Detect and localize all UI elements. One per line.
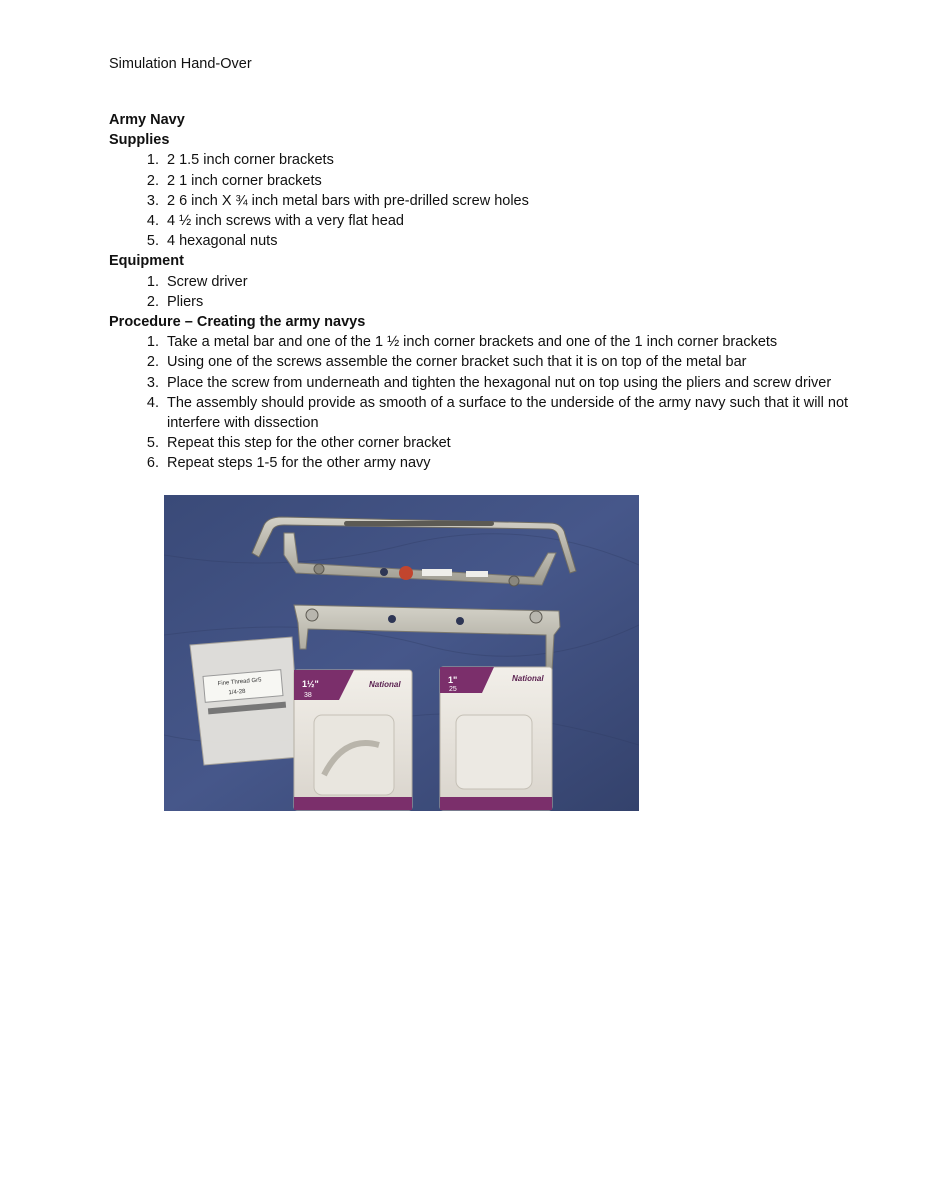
list-item: 1. Take a metal bar and one of the 1 ½ inch corner brackets and one of the 1 inch corner brackets — [163, 332, 849, 352]
list-item: 5. Repeat this step for the other corner bracket — [163, 433, 849, 453]
list-item: 2. Pliers — [163, 292, 849, 312]
list-item: 3. Place the screw from underneath and tighten the hexagonal nut on top using the pliers and screw driver — [163, 373, 849, 393]
list-item: 6. Repeat steps 1-5 for the other army navy — [163, 453, 849, 473]
hex-nut-bag — [190, 637, 300, 765]
document-body — [109, 110, 849, 474]
nut-label-text: Fine Thread Gr5 — [217, 677, 262, 688]
list-item: 2. Using one of the screws assemble the corner bracket such that it is on top of the metal bar — [163, 352, 849, 372]
supplies-heading: Supplies — [109, 132, 170, 149]
package-1-size-label: 1½" — [302, 679, 319, 689]
package-2-brand: National — [512, 674, 544, 683]
corner-bracket-package-2 — [440, 667, 552, 810]
list-item: 4. 4 ½ inch screws with a very flat head — [163, 211, 849, 231]
list-item: 1. 2 1.5 inch corner brackets — [163, 150, 849, 170]
list-item: 1. Screw driver — [163, 272, 849, 292]
package-2-size-label: 1" — [448, 675, 458, 685]
package-2-mm-label: 25 — [449, 686, 457, 693]
page-header: Simulation Hand-Over — [109, 56, 252, 72]
document-title: Army Navy — [109, 112, 185, 128]
list-item: 5. 4 hexagonal nuts — [163, 231, 849, 251]
procedure-heading: Procedure – Creating the army navys — [109, 314, 366, 331]
package-1-brand: National — [369, 680, 401, 689]
list-item: 2. 2 1 inch corner brackets — [163, 171, 849, 191]
procedure-list — [109, 332, 849, 473]
list-item: 3. 2 6 inch X ¾ inch metal bars with pre-drilled screw holes — [163, 191, 849, 211]
supplies-photo — [164, 495, 639, 811]
corner-bracket-package-1 — [294, 670, 412, 810]
equipment-heading: Equipment — [109, 253, 184, 270]
supplies-list — [109, 150, 849, 251]
package-1-mm-label: 38 — [304, 692, 312, 699]
equipment-list — [109, 272, 849, 312]
nut-size-text: 1/4-28 — [228, 688, 246, 697]
list-item: 4. The assembly should provide as smooth of a surface to the underside of the army navy such that it will not interfere with dissection — [163, 393, 849, 433]
